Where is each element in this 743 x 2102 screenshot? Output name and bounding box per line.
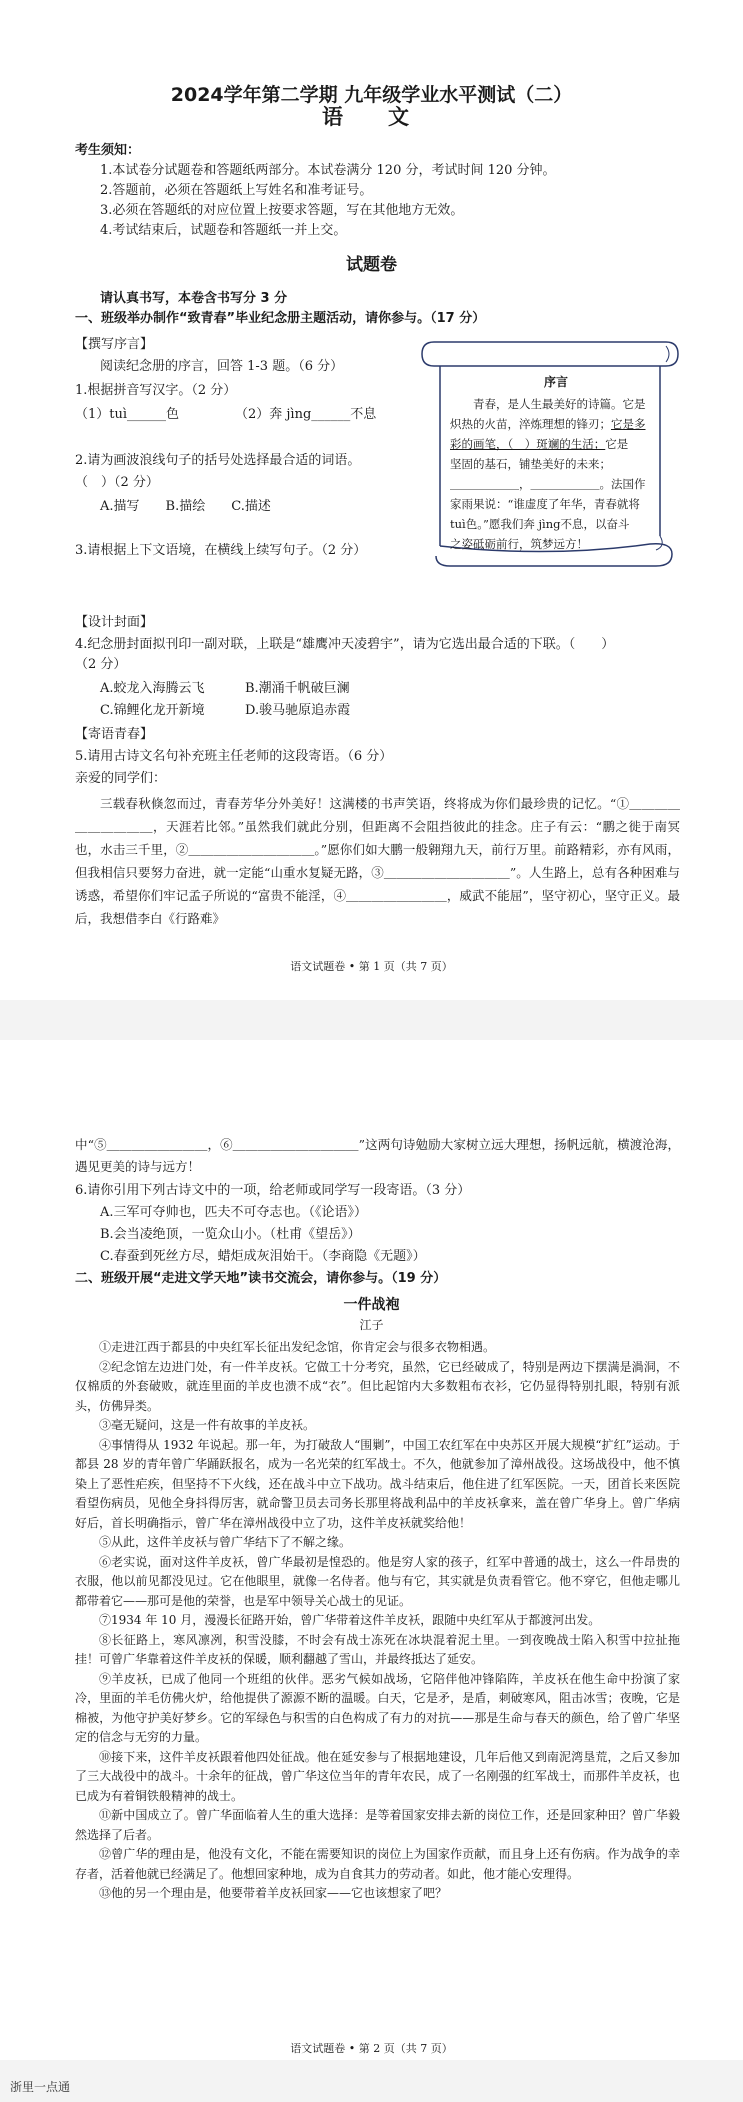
question-2-points: （ ）（2 分） <box>75 475 159 490</box>
exam-page-2 <box>0 1040 743 2060</box>
story-paragraph: ⑦1934 年 10 月，漫漫长征路开始，曾广华带着这件羊皮袄，跟随中央红军从于都渡河出发。 <box>99 1613 601 1627</box>
page-footer: 语文试题卷 • 第 2 页（共 7 页） <box>290 2042 453 2055</box>
preface-tag: 【撰写序言】 <box>75 337 154 352</box>
notice-title: 考生须知： <box>75 143 141 158</box>
subject-title: 语 文 <box>322 105 421 129</box>
story-title: 一件战袍 <box>343 1297 400 1313</box>
question-4: 4.纪念册封面拟刊印一副对联，上联是“雄鹰冲天凌碧宇”，请为它选出最合适的下联。（ ） <box>75 637 615 652</box>
story-paragraph: ①走进江西于都县的中央红军长征出发纪念馆，你肯定会与很多衣物相遇。 <box>99 1340 496 1354</box>
page-footer: 语文试题卷 • 第 1 页（共 7 页） <box>290 960 453 973</box>
preface-line: 家雨果说：“谁虚度了年华，青春就将 <box>450 497 640 511</box>
story-author: 江子 <box>359 1318 384 1332</box>
question-4-option-a: A.蛟龙入海腾云飞 <box>100 681 205 696</box>
question-1: 1.根据拼音写汉字。（2 分） <box>75 383 237 398</box>
story-paragraph: ⑤从此，这件羊皮袄与曾广华结下了不解之缘。 <box>99 1535 352 1549</box>
story-paragraph: ④事情得从 1932 年说起。那一年，为打破敌人“围剿”，中国工农红军在中央苏区开展大规模“扩红”运动。于都县 28 岁的青年曾广华踊跃报名，成为一名光荣的红军战士。不久，他就参加了漳州战役。这场战役中，他不慎染上了恶性疟疾，但坚持不下火线，还在战斗中立下战功。战斗结束后，他住进了红军医院。一天，团首长来医院看望伤病员，见他全身抖得厉害，就命警卫员去司务长那里将战利品中的羊皮袄拿来，盖在曾广华身上。曾广华病好后，首长明确指示，曾广华在漳州战役中立了功，这件羊皮袄就奖给他！ <box>75 1437 680 1530</box>
question-5-continuation: 中“⑤＿＿＿＿＿＿＿＿，⑥＿＿＿＿＿＿＿＿＿＿”这两句诗勉励大家树立远大理想，扬帆远航，横渡沧海，遇见更美的诗与远方！ <box>75 1137 680 1174</box>
preface-line <box>450 434 662 454</box>
story-paragraph: ⑬他的另一个理由是，他要带着羊皮袄回家——它也该想家了吧？ <box>99 1886 448 1900</box>
question-5-text: 三载春秋倏忽而过，青春芳华分外美好！这满楼的书声笑语，终将成为你们最珍贵的记忆。“①＿＿＿＿＿＿＿＿＿＿，天涯若比邻。”虽然我们就此分别，但距离不会阻挡彼此的挂念。庄子有云：“鹏之徙于南冥也，水击三千里，②＿＿＿＿＿＿＿＿＿＿。”愿你们如大鹏一般翱翔九天，前行万里。前路精彩，亦有风雨，但我相信只要努力奋进，就一定能“山重水复疑无路，③＿＿＿＿＿＿＿＿＿＿”。人生路上，总有各种困难与诱惑，希望你们牢记孟子所说的“富贵不能淫，④＿＿＿＿＿＿＿＿，威武不能屈”，坚守初心，坚守正义。最后，我想借李白《行路难》 <box>75 796 680 926</box>
question-6-option-a: A.三军可夺帅也，匹夫不可夺志也。（《论语》） <box>100 1205 368 1220</box>
preface-line: 之姿砥砺前行，筑梦远方！ <box>450 537 588 551</box>
exam-page-1 <box>0 0 743 1000</box>
preface-line: tuì色。”愿我们奔 jìng不息，以奋斗 <box>450 517 630 531</box>
preface-line-part: 它是 <box>605 437 629 451</box>
cover-tag: 【设计封面】 <box>75 615 154 630</box>
question-5-greeting: 亲爱的同学们： <box>75 771 167 786</box>
story-paragraph: ⑧长征路上，寒风凛冽，积雪没膝，不时会有战士冻死在冰块混着泥土里。一到夜晚战士陷入积雪中拉扯拖挂！可曾广华靠着这件羊皮袄的保暖，顺利翻越了雪山，并最终抵达了延安。 <box>75 1632 680 1666</box>
section-title: 试题卷 <box>346 255 397 275</box>
notice-item: 2.答题前，必须在答题纸上写姓名和准考证号。 <box>100 183 373 198</box>
story-body <box>75 1338 680 1904</box>
notice-item: 3.必须在答题纸的对应位置上按要求答题，写在其他地方无效。 <box>100 203 464 218</box>
source-watermark: 浙里一点通 <box>10 2080 71 2094</box>
question-4-option-d: D.骏马驰原追赤霞 <box>245 703 351 718</box>
notice-item: 4.考试结束后，试题卷和答题纸一并上交。 <box>100 223 347 238</box>
notice-item: 1.本试卷分试题卷和答题纸两部分。本试卷满分 120 分，考试时间 120 分钟。 <box>100 163 556 178</box>
question-4-option-b: B.潮涌千帆破巨澜 <box>245 681 350 696</box>
question-6-option-c: C.春蚕到死丝方尽，蜡炬成灰泪始干。（李商隐《无题》） <box>100 1249 426 1264</box>
preface-wavy-text: 彩的画笔，（ ）斑斓的生活； <box>450 437 606 451</box>
question-3: 3.请根据上下文语境，在横线上续写句子。（2 分） <box>75 543 367 558</box>
question-1-b: （2）奔 jìng______不息 <box>235 407 377 422</box>
story-paragraph: ③毫无疑问，这是一件有故事的羊皮袄。 <box>99 1418 316 1432</box>
question-2-options: A.描写 B.描绘 C.描述 <box>100 499 271 514</box>
story-paragraph: ②纪念馆左边进门处，有一件羊皮袄。它做工十分考究，虽然，它已经破成了，特别是两边下摆满是渦洞，不仅棉质的外套破败，就连里面的羊皮也溃不成“衣”。但比起馆内大多数粗布衣衫，它仍显得特别扎眼，特别有派头，仿佛异类。 <box>75 1359 680 1413</box>
story-paragraph: ⑪新中国成立了。曾广华面临着人生的重大选择：是等着国家安排去新的岗位工作，还是回家种田？曾广华毅然选择了后者。 <box>75 1808 680 1842</box>
question-6-option-b: B.会当凌绝顶，一览众山小。（杜甫《望岳》） <box>100 1227 361 1242</box>
preface-line <box>450 414 662 434</box>
story-paragraph: ⑥老实说，面对这件羊皮袄，曾广华最初是惶恐的。他是穷人家的孩子，红军中普通的战士，这么一件昂贵的衣服，他以前见都没见过。它在他眼里，就像一名侍者。他与有它，其实就是负责看管它。他不穿它，但他走哪儿都带着它——那可是他的荣誉，也是军中领导关心战士的见证。 <box>75 1554 680 1608</box>
preface-instruction: 阅读纪念册的序言，回答 1-3 题。（6 分） <box>100 359 344 374</box>
preface-line-part: 炽热的火苗，淬炼理想的锋刃； <box>450 417 611 431</box>
story-paragraph: ⑫曾广华的理由是，他没有文化，不能在需要知识的岗位上为国家作贡献，而且身上还有伤病。作为战争的幸存者，活着他就已经满足了。他想回家种地，成为自食其力的劳动者。如此，他才能心安理得。 <box>75 1847 680 1881</box>
question-4-option-c: C.锦鲤化龙开新境 <box>100 703 205 718</box>
part-two-heading: 二、班级开展“走进文学天地”读书交流会，请你参与。（19 分） <box>75 1271 447 1286</box>
preface-text <box>450 372 662 554</box>
preface-line: 青春，是人生最美好的诗篇。它是 <box>473 397 646 411</box>
preface-line: ＿＿＿＿＿＿，＿＿＿＿＿＿。法国作 <box>450 477 646 491</box>
exam-title: 2024学年第二学期 九年级学业水平测试（二） <box>170 84 573 106</box>
story-paragraph: ⑨羊皮袄，已成了他同一个班组的伙伴。恶劣气候如战场，它陪伴他冲锋陷阵，羊皮袄在他生命中扮演了家冷，里面的羊毛仿佛火炉，给他提供了源源不断的温暖。白天，它是矛，是盾，刺破寒风，阻击冰雪；夜晚，它是棉被，为他守护美好梦乡。它的军绿色与积雪的白色构成了有力的对抗——那是生命与春天的颜色，给了曾广华坚定的信念与无穷的力量。 <box>75 1671 680 1744</box>
message-tag: 【寄语青春】 <box>75 727 154 742</box>
preface-wavy-text: 它是多 <box>611 417 646 431</box>
question-2: 2.请为画波浪线句子的括号处选择最合适的词语。 <box>75 453 361 468</box>
preface-scroll <box>420 336 680 571</box>
writing-note: 请认真书写，本卷含书写分 3 分 <box>100 291 288 306</box>
preface-line: 坚固的基石，铺垫美好的未来； <box>450 457 611 471</box>
question-6: 6.请你引用下列古诗文中的一项，给老师或同学写一段寄语。（3 分） <box>75 1183 471 1198</box>
story-paragraph: ⑩接下来，这件羊皮袄跟着他四处征战。他在延安参与了根据地建设，几年后他又到南泥湾垦荒，之后又参加了三大战役中的战斗。十余年的征战，曾广华这位当年的青年农民，成了一名刚强的红军战士，而那件羊皮袄，也已成为有着铜铁般精神的战士。 <box>75 1749 680 1803</box>
part-one-heading: 一、班级举办制作“致青春”毕业纪念册主题活动，请你参与。（17 分） <box>75 311 486 326</box>
question-5: 5.请用古诗文名句补充班主任老师的这段寄语。（6 分） <box>75 749 393 764</box>
question-4-points: （2 分） <box>75 657 127 672</box>
question-1-a: （1）tuì______色 <box>75 407 180 422</box>
preface-title: 序言 <box>543 375 568 389</box>
